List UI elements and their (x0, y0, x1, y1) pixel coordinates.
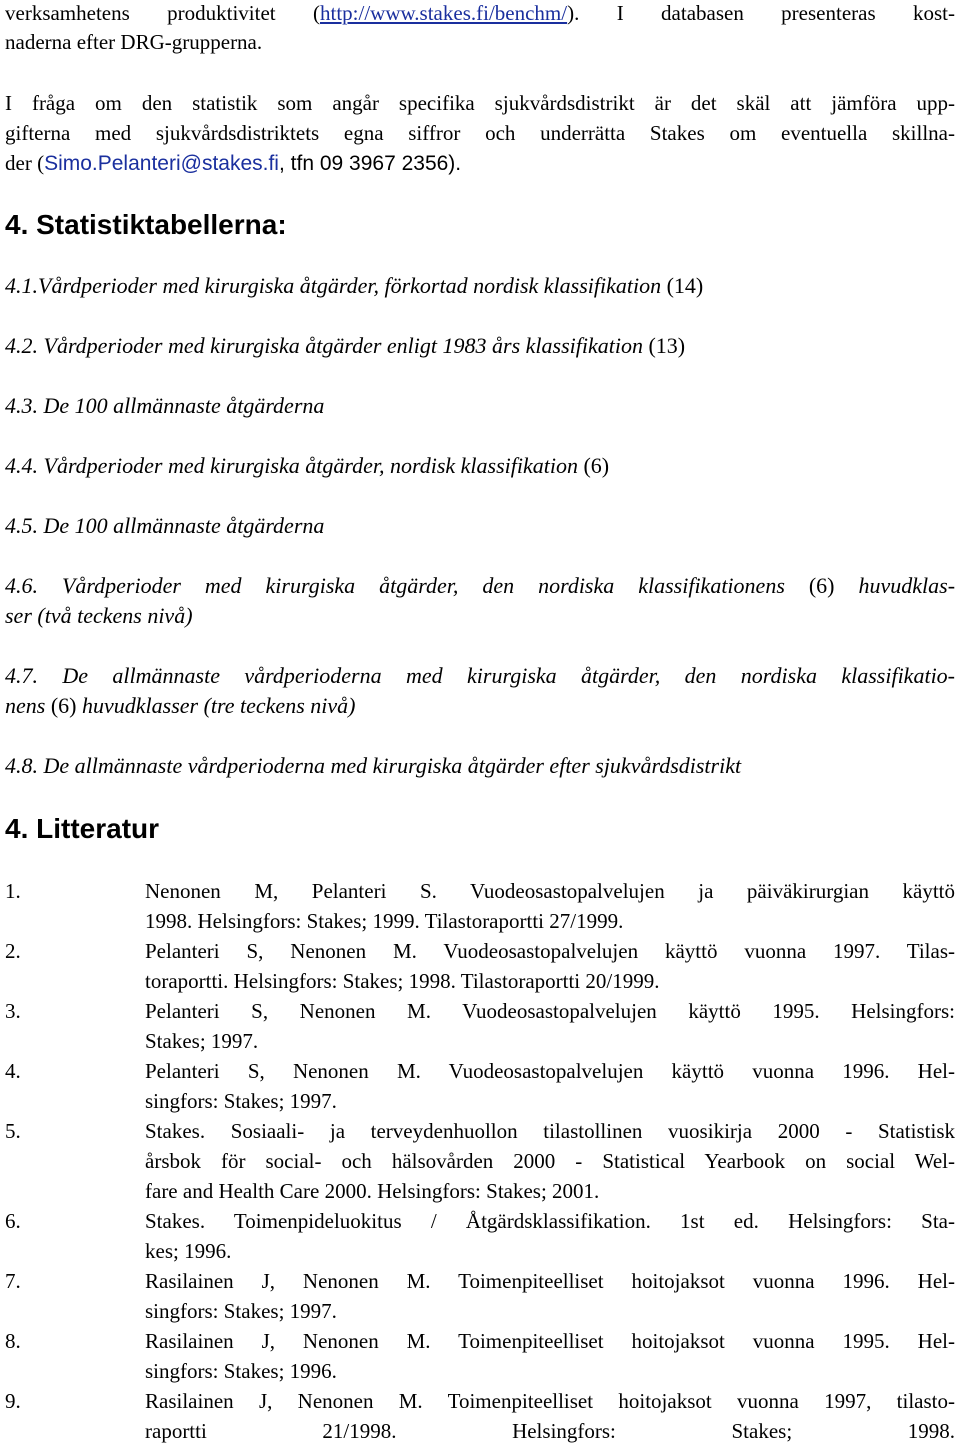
reference-text: Stakes. Sosiaali- ja terveydenhuollon tilastollinen vuosikirja 2000 - Statistisk (145, 1119, 955, 1143)
reference-text: singfors: Stakes; 1997. (145, 1089, 337, 1113)
reference-number: 8. (5, 1329, 21, 1353)
stats-item-number: 4.1. (5, 273, 38, 298)
reference-text: Stakes; 1997. (145, 1029, 259, 1053)
stats-item-number: 4.2. (5, 333, 44, 358)
reference-number: 7. (5, 1269, 21, 1293)
stats-item-code: (6) (784, 573, 859, 598)
stats-table-item (5, 662, 955, 690)
stats-item-title: Vårdperioder med kirurgiska åtgärder, förkortad nordisk klassifikation (38, 273, 662, 298)
stats-item-title-line2: nens (6) huvudklasser (tre teckens nivå) (5, 693, 356, 718)
stats-table-item (5, 392, 955, 420)
reference-text: Pelanteri S, Nenonen M. Vuodeosastopalvelujen käyttö 1995. Helsingfors: (145, 999, 955, 1023)
reference-text: kes; 1996. (145, 1239, 232, 1263)
stats-item-code: (13) (642, 333, 686, 358)
reference-text: singfors: Stakes; 1996. (145, 1359, 337, 1383)
para2-line-3 (5, 150, 955, 177)
reference-number: 9. (5, 1389, 21, 1413)
stats-item-number: 4.7. (5, 663, 63, 688)
stats-item-title-cont: huvudklas- (858, 573, 956, 598)
reference-text: Nenonen M, Pelanteri S. Vuodeosastopalvelujen ja päiväkirurgian käyttö (145, 879, 955, 903)
reference-number: 6. (5, 1209, 21, 1233)
stats-item-number: 4.5. (5, 513, 44, 538)
benchmark-link[interactable]: http://www.stakes.fi/benchm/ (319, 1, 568, 25)
reference-number: 2. (5, 939, 21, 963)
para2-text: der ( (5, 151, 45, 175)
reference-text: Pelanteri S, Nenonen M. Vuodeosastopalvelujen käyttö vuonna 1997. Tilas- (145, 939, 955, 963)
reference-number: 5. (5, 1119, 21, 1143)
reference-text: raportti 21/1998. Helsingfors: Stakes; 1998. (145, 1419, 955, 1443)
reference-number: 3. (5, 999, 21, 1023)
reference-text: Stakes. Toimenpideluokitus / Åtgärdsklassifikation. 1st ed. Helsingfors: Sta- (145, 1209, 955, 1233)
reference-number: 4. (5, 1059, 21, 1083)
para2-line-1: I fråga om den statistik som angår specifika sjukvårdsdistrikt är det skäl att jämföra upp- (5, 91, 955, 115)
intro-text: ). I databasen presenteras kost- (567, 1, 955, 25)
stats-item-title: Vårdperioder med kirurgiska åtgärder, nordisk klassifikation (43, 453, 578, 478)
stats-item-title-line2: ser (två teckens nivå) (5, 603, 193, 628)
reference-text: toraportti. Helsingfors: Stakes; 1998. Tilastoraportti 20/1999. (145, 969, 660, 993)
section-title-stats: 4. Statistiktabellerna: (5, 209, 287, 240)
stats-item-title: De allmännaste vårdperioderna med kirurgiska åtgärder efter sjukvårdsdistrikt (43, 753, 742, 778)
stats-item-title: De 100 allmännaste åtgärderna (43, 513, 325, 538)
para2-text: , tfn 09 3967 2356). (278, 152, 462, 175)
reference-text: Rasilainen J, Nenonen M. Toimenpiteelliset hoitojaksot vuonna 1995. Hel- (145, 1329, 955, 1353)
reference-text: 1998. Helsingfors: Stakes; 1999. Tilastoraportti 27/1999. (145, 909, 624, 933)
para2-line-2: gifterna med sjukvårdsdistriktets egna siffror och underrätta Stakes om eventuella skillna- (5, 121, 955, 145)
stats-item-title: De 100 allmännaste åtgärderna (43, 393, 325, 418)
stats-item-number: 4.3. (5, 393, 44, 418)
stats-table-item (5, 572, 955, 600)
reference-text: Pelanteri S, Nenonen M. Vuodeosastopalvelujen käyttö vuonna 1996. Hel- (145, 1059, 955, 1083)
stats-item-number: 4.4. (5, 453, 44, 478)
stats-item-number: 4.8. (5, 753, 44, 778)
stats-item-code: (14) (661, 273, 704, 298)
reference-number: 1. (5, 879, 21, 903)
stats-table-item (5, 272, 955, 300)
reference-text: årsbok för social- och hälsovården 2000 - Statistical Yearbook on social Wel- (145, 1149, 955, 1173)
stats-item-title: De allmännaste vårdperioderna med kirurgiska åtgärder, den nordiska klassifikatio- (62, 663, 956, 688)
stats-table-item (5, 752, 955, 780)
stats-item-title: Vårdperioder med kirurgiska åtgärder enligt 1983 års klassifikation (43, 333, 643, 358)
reference-text: fare and Health Care 2000. Helsingfors: Stakes; 2001. (145, 1179, 600, 1203)
reference-text: Rasilainen J, Nenonen M. Toimenpiteelliset hoitojaksot vuonna 1997, tilasto- (145, 1389, 955, 1413)
intro-line-1 (5, 0, 955, 26)
intro-text: verksamhetens produktivitet ( (5, 1, 320, 25)
intro-line-2: naderna efter DRG-grupperna. (5, 30, 263, 54)
stats-item-code: (6) (577, 453, 610, 478)
reference-text: Rasilainen J, Nenonen M. Toimenpiteelliset hoitojaksot vuonna 1996. Hel- (145, 1269, 955, 1293)
stats-item-title: Vårdperioder med kirurgiska åtgärder, den nordiska klassifikationens (61, 573, 785, 598)
stats-table-item (5, 332, 955, 360)
email-link[interactable]: Simo.Pelanteri@stakes.fi (44, 152, 279, 175)
stats-table-item (5, 452, 955, 480)
section-title-literature: 4. Litteratur (5, 813, 160, 844)
reference-text: singfors: Stakes; 1997. (145, 1299, 337, 1323)
stats-item-number: 4.6. (5, 573, 62, 598)
stats-table-item (5, 512, 955, 540)
